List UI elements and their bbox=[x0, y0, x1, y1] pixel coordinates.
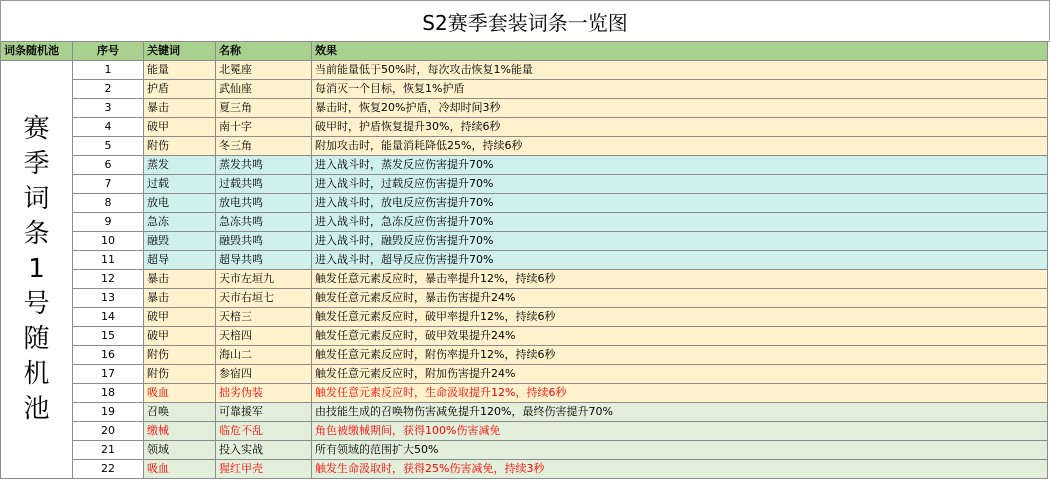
keyword-cell[interactable]: 蒸发 bbox=[144, 156, 216, 175]
keyword-cell[interactable]: 附伤 bbox=[144, 346, 216, 365]
effect-cell[interactable]: 附加攻击时，能量消耗降低25%，持续6秒 bbox=[312, 137, 1048, 156]
effect-cell[interactable]: 进入战斗时，急冻反应伤害提升70% bbox=[312, 213, 1048, 232]
effect-cell[interactable]: 触发任意元素反应时，生命汲取提升12%，持续6秒 bbox=[312, 384, 1048, 403]
name-cell[interactable]: 猩红甲壳 bbox=[216, 460, 312, 479]
keyword-cell[interactable]: 暴击 bbox=[144, 270, 216, 289]
keyword-cell[interactable]: 召唤 bbox=[144, 403, 216, 422]
name-cell[interactable]: 拙劣伪装 bbox=[216, 384, 312, 403]
row-number-cell[interactable]: 8 bbox=[73, 194, 144, 213]
pool-label: 赛 季 词 条 1 号 随 机 池 bbox=[23, 114, 50, 424]
table-row bbox=[1, 99, 1048, 118]
table-row bbox=[1, 137, 1048, 156]
effect-cell[interactable]: 进入战斗时，放电反应伤害提升70% bbox=[312, 194, 1048, 213]
table-row bbox=[1, 403, 1048, 422]
row-number-cell[interactable]: 22 bbox=[73, 460, 144, 479]
table-row bbox=[1, 232, 1048, 251]
table-row bbox=[1, 365, 1048, 384]
table-row bbox=[1, 270, 1048, 289]
table-row bbox=[1, 213, 1048, 232]
table-row bbox=[1, 80, 1048, 99]
header-pool[interactable]: 词条随机池 bbox=[1, 42, 73, 61]
effect-cell[interactable]: 当前能量低于50%时，每次攻击恢复1%能量 bbox=[312, 61, 1048, 80]
row-number-cell[interactable]: 13 bbox=[73, 289, 144, 308]
row-number-cell[interactable]: 4 bbox=[73, 118, 144, 137]
row-number-cell[interactable]: 18 bbox=[73, 384, 144, 403]
pool-cell[interactable] bbox=[1, 61, 73, 479]
row-number-cell[interactable]: 20 bbox=[73, 422, 144, 441]
table-row bbox=[1, 327, 1048, 346]
effect-cell[interactable]: 进入战斗时，蒸发反应伤害提升70% bbox=[312, 156, 1048, 175]
table-row bbox=[1, 384, 1048, 403]
table-row bbox=[1, 346, 1048, 365]
effect-cell[interactable]: 触发任意元素反应时，破甲效果提升24% bbox=[312, 327, 1048, 346]
row-number-cell[interactable]: 14 bbox=[73, 308, 144, 327]
effect-cell[interactable]: 触发任意元素反应时，暴击率提升12%，持续6秒 bbox=[312, 270, 1048, 289]
table-row bbox=[1, 175, 1048, 194]
keyword-cell[interactable]: 附伤 bbox=[144, 137, 216, 156]
affix-table bbox=[0, 41, 1048, 479]
name-cell[interactable]: 武仙座 bbox=[216, 80, 312, 99]
name-cell[interactable]: 天市左垣九 bbox=[216, 270, 312, 289]
effect-cell[interactable]: 所有领域的范围扩大50% bbox=[312, 441, 1048, 460]
table-row bbox=[1, 422, 1048, 441]
keyword-cell[interactable]: 破甲 bbox=[144, 327, 216, 346]
header-row bbox=[1, 42, 1048, 61]
keyword-cell[interactable]: 缴械 bbox=[144, 422, 216, 441]
name-cell[interactable]: 蒸发共鸣 bbox=[216, 156, 312, 175]
keyword-cell[interactable]: 吸血 bbox=[144, 460, 216, 479]
keyword-cell[interactable]: 融毁 bbox=[144, 232, 216, 251]
name-cell[interactable]: 可靠援军 bbox=[216, 403, 312, 422]
keyword-cell[interactable]: 破甲 bbox=[144, 118, 216, 137]
keyword-cell[interactable]: 超导 bbox=[144, 251, 216, 270]
effect-cell[interactable]: 进入战斗时，过载反应伤害提升70% bbox=[312, 175, 1048, 194]
effect-cell[interactable]: 由技能生成的召唤物伤害减免提升120%，最终伤害提升70% bbox=[312, 403, 1048, 422]
name-cell[interactable]: 天市右垣七 bbox=[216, 289, 312, 308]
name-cell[interactable]: 北冕座 bbox=[216, 61, 312, 80]
name-cell[interactable]: 放电共鸣 bbox=[216, 194, 312, 213]
row-number-cell[interactable]: 15 bbox=[73, 327, 144, 346]
effect-cell[interactable]: 进入战斗时，融毁反应伤害提升70% bbox=[312, 232, 1048, 251]
effect-cell[interactable]: 暴击时，恢复20%护盾，冷却时间3秒 bbox=[312, 99, 1048, 118]
row-number-cell[interactable]: 3 bbox=[73, 99, 144, 118]
table-row bbox=[1, 156, 1048, 175]
keyword-cell[interactable]: 护盾 bbox=[144, 80, 216, 99]
row-number-cell[interactable]: 2 bbox=[73, 80, 144, 99]
row-number-cell[interactable]: 12 bbox=[73, 270, 144, 289]
name-cell[interactable]: 天棓四 bbox=[216, 327, 312, 346]
keyword-cell[interactable]: 暴击 bbox=[144, 289, 216, 308]
table-row bbox=[1, 251, 1048, 270]
header-no[interactable]: 序号 bbox=[73, 42, 144, 61]
table-row bbox=[1, 460, 1048, 479]
sheet-title[interactable]: S2赛季套装词条一览图 bbox=[0, 0, 1050, 42]
keyword-cell[interactable]: 吸血 bbox=[144, 384, 216, 403]
row-number-cell[interactable]: 19 bbox=[73, 403, 144, 422]
row-number-cell[interactable]: 1 bbox=[73, 61, 144, 80]
row-number-cell[interactable]: 10 bbox=[73, 232, 144, 251]
name-cell[interactable]: 参宿四 bbox=[216, 365, 312, 384]
name-cell[interactable]: 天棓三 bbox=[216, 308, 312, 327]
name-cell[interactable]: 夏三角 bbox=[216, 99, 312, 118]
keyword-cell[interactable]: 领域 bbox=[144, 441, 216, 460]
name-cell[interactable]: 海山二 bbox=[216, 346, 312, 365]
keyword-cell[interactable]: 破甲 bbox=[144, 308, 216, 327]
row-number-cell[interactable]: 11 bbox=[73, 251, 144, 270]
table-row bbox=[1, 194, 1048, 213]
table-row bbox=[1, 289, 1048, 308]
row-number-cell[interactable]: 6 bbox=[73, 156, 144, 175]
keyword-cell[interactable]: 能量 bbox=[144, 61, 216, 80]
table-row bbox=[1, 118, 1048, 137]
name-cell[interactable]: 超导共鸣 bbox=[216, 251, 312, 270]
effect-cell[interactable]: 触发生命汲取时，获得25%伤害减免，持续3秒 bbox=[312, 460, 1048, 479]
keyword-cell[interactable]: 过载 bbox=[144, 175, 216, 194]
table-row bbox=[1, 441, 1048, 460]
name-cell[interactable]: 临危不乱 bbox=[216, 422, 312, 441]
name-cell[interactable]: 投入实战 bbox=[216, 441, 312, 460]
effect-cell[interactable]: 触发任意元素反应时，附伤率提升12%，持续6秒 bbox=[312, 346, 1048, 365]
header-name[interactable]: 名称 bbox=[216, 42, 312, 61]
effect-cell[interactable]: 角色被缴械期间，获得100%伤害减免 bbox=[312, 422, 1048, 441]
effect-cell[interactable]: 进入战斗时，超导反应伤害提升70% bbox=[312, 251, 1048, 270]
effect-cell[interactable]: 破甲时，护盾恢复提升30%，持续6秒 bbox=[312, 118, 1048, 137]
effect-cell[interactable]: 触发任意元素反应时，暴击伤害提升24% bbox=[312, 289, 1048, 308]
row-number-cell[interactable]: 9 bbox=[73, 213, 144, 232]
name-cell[interactable]: 过载共鸣 bbox=[216, 175, 312, 194]
row-number-cell[interactable]: 7 bbox=[73, 175, 144, 194]
row-number-cell[interactable]: 5 bbox=[73, 137, 144, 156]
row-number-cell[interactable]: 21 bbox=[73, 441, 144, 460]
effect-cell[interactable]: 触发任意元素反应时，附加伤害提升24% bbox=[312, 365, 1048, 384]
table-row bbox=[1, 61, 1048, 80]
row-number-cell[interactable]: 17 bbox=[73, 365, 144, 384]
effect-cell[interactable]: 触发任意元素反应时，破甲率提升12%，持续6秒 bbox=[312, 308, 1048, 327]
table-row bbox=[1, 308, 1048, 327]
header-keyword[interactable]: 关键词 bbox=[144, 42, 216, 61]
keyword-cell[interactable]: 附伤 bbox=[144, 365, 216, 384]
name-cell[interactable]: 南十字 bbox=[216, 118, 312, 137]
name-cell[interactable]: 冬三角 bbox=[216, 137, 312, 156]
name-cell[interactable]: 融毁共鸣 bbox=[216, 232, 312, 251]
row-number-cell[interactable]: 16 bbox=[73, 346, 144, 365]
keyword-cell[interactable]: 暴击 bbox=[144, 99, 216, 118]
effect-cell[interactable]: 每消灭一个目标，恢复1%护盾 bbox=[312, 80, 1048, 99]
keyword-cell[interactable]: 急冻 bbox=[144, 213, 216, 232]
name-cell[interactable]: 急冻共鸣 bbox=[216, 213, 312, 232]
header-effect[interactable]: 效果 bbox=[312, 42, 1048, 61]
keyword-cell[interactable]: 放电 bbox=[144, 194, 216, 213]
